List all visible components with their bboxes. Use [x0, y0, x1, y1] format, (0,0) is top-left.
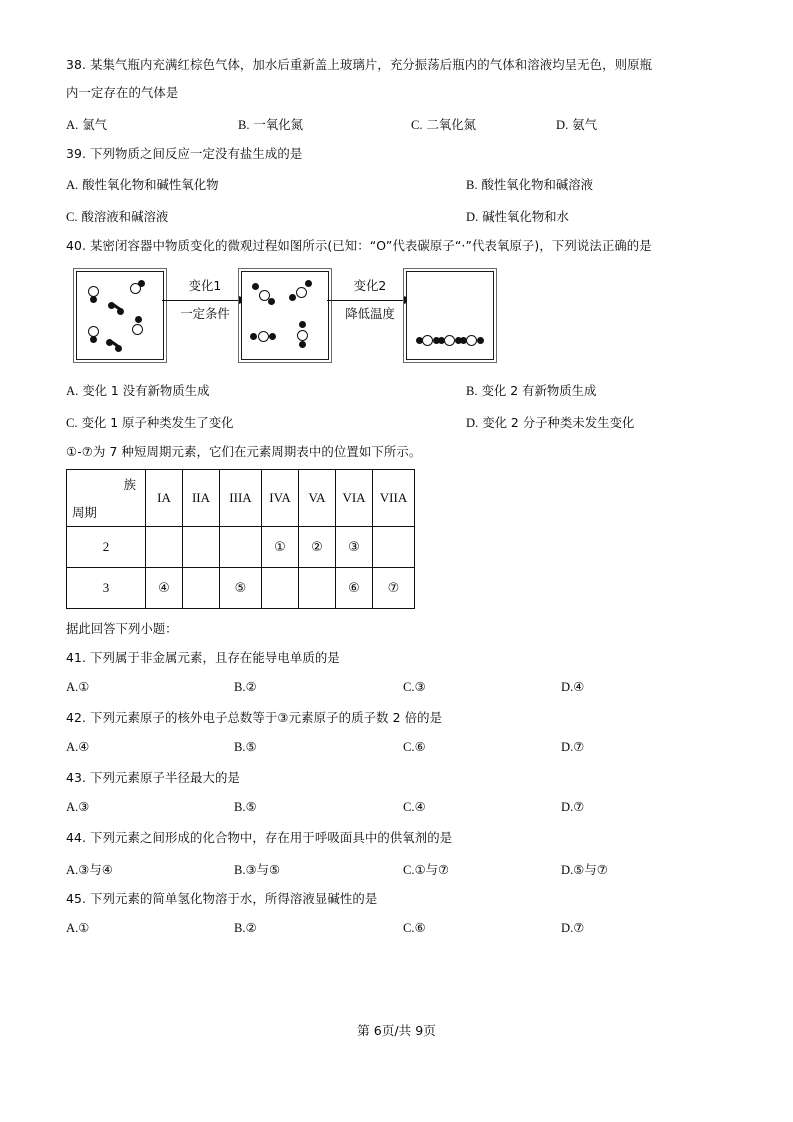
change-2-condition: 降低温度	[345, 305, 395, 321]
arrow-right-icon	[327, 296, 413, 305]
cell-p2-ia	[146, 527, 183, 568]
cell-p3-va	[299, 568, 336, 609]
question-42-stem: 42. 下列元素原子的核外电子总数等于③元素原子的质子数 2 倍的是	[66, 709, 443, 725]
oxygen-atom-icon	[138, 280, 145, 287]
period-label-3: 3	[67, 568, 146, 609]
page-footer: 第 6页/共 9页	[357, 1023, 436, 1038]
cell-p3-iva	[262, 568, 299, 609]
cell-p2-iva: ①	[262, 527, 299, 568]
cell-p3-iiia: ⑤	[220, 568, 262, 609]
carbon-atom-icon	[466, 335, 477, 346]
option-c[interactable]: C.①与⑦	[403, 861, 450, 877]
diagram-box-initial	[76, 271, 164, 360]
question-40-stem: 40. 某密闭容器中物质变化的微观过程如图所示(已知：“O”代表碳原子“·”代表氧原子)，下列说法正确的是	[66, 237, 652, 253]
carbon-atom-icon	[422, 335, 433, 346]
carbon-atom-icon	[444, 335, 455, 346]
option-d[interactable]: D. 氨气	[556, 116, 597, 132]
carbon-atom-icon	[132, 324, 143, 335]
option-c[interactable]: C.③	[403, 678, 426, 694]
change-1-condition: 一定条件	[180, 305, 230, 321]
change-2-arrow-group	[327, 279, 413, 320]
option-b[interactable]: B. 一氧化氮	[238, 116, 304, 132]
change-2-label: 变化2	[353, 278, 387, 294]
period-axis-label: 周期	[72, 505, 97, 521]
oxygen-atom-icon	[250, 333, 257, 340]
oxygen-atom-icon	[106, 339, 113, 346]
option-b[interactable]: B. 酸性氧化物和碱溶液	[466, 176, 594, 192]
option-b[interactable]: B.②	[234, 678, 257, 694]
option-c[interactable]: C.⑥	[403, 919, 426, 935]
period-label-2: 2	[67, 527, 146, 568]
carbon-atom-icon	[258, 331, 269, 342]
oxygen-atom-icon	[117, 308, 124, 315]
arrow-right-icon	[162, 296, 248, 305]
periodic-table-after-note: 据此回答下列小题：	[66, 621, 178, 637]
option-c[interactable]: C.⑥	[403, 739, 426, 755]
option-d[interactable]: D.⑤与⑦	[561, 861, 608, 877]
question-44-options	[66, 860, 731, 877]
option-d[interactable]: D.④	[561, 678, 585, 694]
oxygen-atom-icon	[252, 283, 259, 290]
question-38-stem-line1: 38. 某集气瓶内充满红棕色气体，加水后重新盖上玻璃片，充分振荡后瓶内的气体和溶液均呈无色，则原瓶	[66, 57, 653, 72]
oxygen-atom-icon	[115, 345, 122, 352]
group-header-via: VIA	[336, 470, 373, 527]
option-b[interactable]: B. 变化 2 有新物质生成	[466, 383, 597, 399]
question-43-options	[66, 799, 731, 816]
oxygen-atom-icon	[268, 298, 275, 305]
question-45-options	[66, 920, 731, 937]
group-header-iiia: IIIA	[220, 470, 262, 527]
option-a[interactable]: A. 酸性氧化物和碱性氧化物	[66, 176, 219, 192]
oxygen-atom-icon	[135, 316, 142, 323]
table-row	[67, 568, 415, 609]
option-b[interactable]: B.③与⑤	[234, 861, 281, 877]
group-header-iia: IIA	[183, 470, 220, 527]
option-a[interactable]: A.①	[66, 919, 90, 935]
option-a[interactable]: A. 氯气	[66, 116, 107, 132]
option-a[interactable]: A.③与④	[66, 861, 113, 877]
question-40-options-row1	[66, 381, 731, 398]
oxygen-atom-icon	[90, 336, 97, 343]
option-c[interactable]: C. 酸溶液和碱溶液	[66, 208, 169, 224]
question-40-options-row2	[66, 413, 731, 430]
option-d[interactable]: D. 碱性氧化物和水	[466, 208, 569, 224]
question-39-stem: 39. 下列物质之间反应一定没有盐生成的是	[66, 145, 303, 161]
option-a[interactable]: A.③	[66, 799, 90, 815]
cell-p3-iia	[183, 568, 220, 609]
group-header-va: VA	[299, 470, 336, 527]
cell-p3-ia: ④	[146, 568, 183, 609]
group-header-iva: IVA	[262, 470, 299, 527]
option-a[interactable]: A.①	[66, 678, 90, 694]
oxygen-atom-icon	[289, 294, 296, 301]
question-44-stem: 44. 下列元素之间形成的化合物中，存在用于呼吸面具中的供氧剂的是	[66, 830, 453, 846]
option-c[interactable]: C.④	[403, 799, 426, 815]
periodic-table	[66, 469, 415, 609]
cell-p2-viia	[373, 527, 415, 568]
option-a[interactable]: A.④	[66, 739, 90, 755]
question-38-stem-line2: 内一定存在的气体是	[66, 85, 179, 101]
oxygen-atom-icon	[299, 321, 306, 328]
oxygen-atom-icon	[305, 280, 312, 287]
option-c[interactable]: C. 变化 1 原子种类发生了变化	[66, 415, 234, 431]
question-45-stem: 45. 下列元素的简单氢化物溶于水，所得溶液显碱性的是	[66, 890, 378, 906]
molecular-change-diagram	[66, 265, 731, 369]
table-header-row	[67, 470, 415, 527]
carbon-atom-icon	[296, 287, 307, 298]
change-1-arrow-group	[162, 279, 248, 320]
cell-p2-iiia	[220, 527, 262, 568]
table-row	[67, 527, 415, 568]
cell-p2-iia	[183, 527, 220, 568]
diagram-box-middle	[241, 271, 329, 360]
option-d[interactable]: D.⑦	[561, 919, 585, 935]
option-b[interactable]: B.②	[234, 919, 257, 935]
change-1-label: 变化1	[188, 278, 222, 294]
carbon-atom-icon	[297, 330, 308, 341]
question-39-options-row2	[66, 207, 731, 224]
oxygen-atom-icon	[108, 302, 115, 309]
cell-p2-va: ②	[299, 527, 336, 568]
question-43-stem: 43. 下列元素原子半径最大的是	[66, 770, 240, 786]
diagram-box-final	[406, 271, 494, 360]
group-header-ia: IA	[146, 470, 183, 527]
oxygen-atom-icon	[90, 296, 97, 303]
option-a[interactable]: A. 变化 1 没有新物质生成	[66, 383, 210, 399]
table-corner-cell	[67, 470, 146, 527]
question-42-options	[66, 739, 731, 756]
question-38-options	[66, 115, 731, 132]
cell-p3-viia: ⑦	[373, 568, 415, 609]
periodic-table-wrapper	[66, 469, 731, 609]
oxygen-atom-icon	[299, 341, 306, 348]
oxygen-atom-icon	[269, 333, 276, 340]
oxygen-atom-icon	[477, 337, 484, 344]
option-b[interactable]: B.⑤	[234, 739, 257, 755]
option-d[interactable]: D.⑦	[561, 739, 585, 755]
periodic-table-intro: ①-⑦为 7 种短周期元素，它们在元素周期表中的位置如下所示。	[66, 444, 422, 460]
group-axis-label: 族	[123, 477, 136, 493]
group-header-viia: VIIA	[373, 470, 415, 527]
option-d[interactable]: D.⑦	[561, 799, 585, 815]
cell-p2-via: ③	[336, 527, 373, 568]
question-41-options	[66, 679, 731, 696]
question-39-options-row1	[66, 175, 731, 192]
option-b[interactable]: B.⑤	[234, 799, 257, 815]
question-41-stem: 41. 下列属于非金属元素，且存在能导电单质的是	[66, 649, 340, 665]
option-c[interactable]: C. 二氧化氮	[411, 116, 477, 132]
cell-p3-via: ⑥	[336, 568, 373, 609]
option-d[interactable]: D. 变化 2 分子种类未发生变化	[466, 415, 635, 431]
